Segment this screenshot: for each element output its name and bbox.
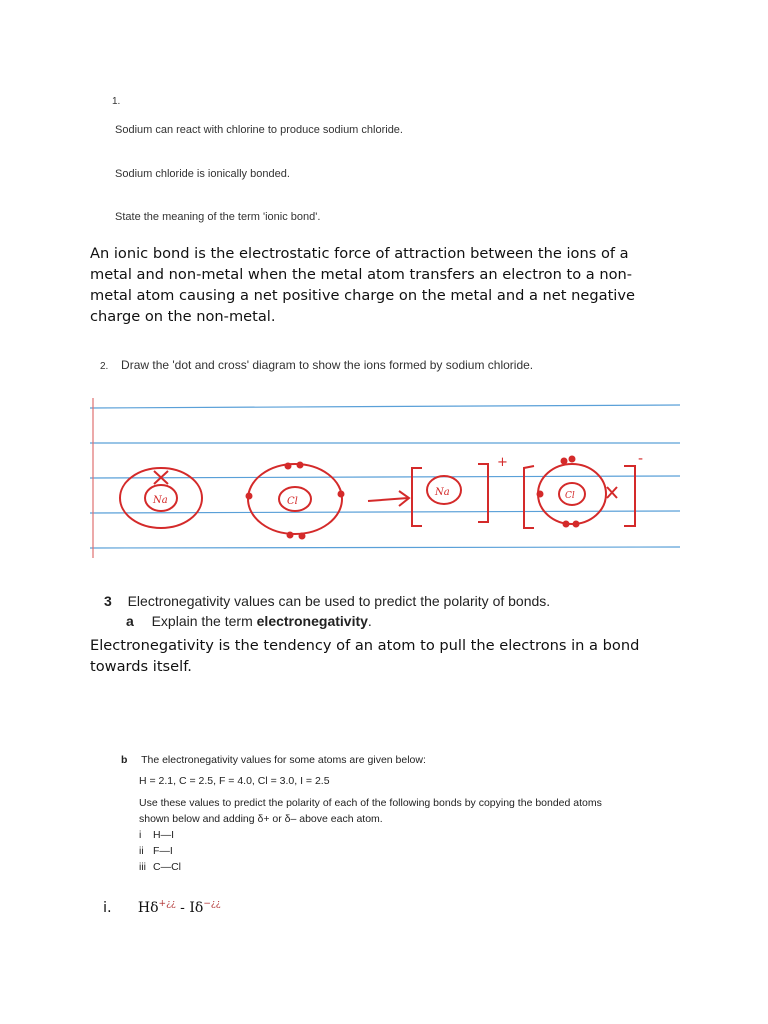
- question-3a-term: electronegativity: [256, 613, 368, 629]
- question-3b: [121, 752, 426, 768]
- question-3b-intro-row: [121, 752, 426, 768]
- answer-3b-number: i.: [103, 899, 112, 916]
- question-3b-item: [139, 859, 602, 875]
- question-3b-item: [139, 827, 602, 843]
- question-3b-instruction-1: Use these values to predict the polarity of each of the following bonds by copying the bonded atoms: [139, 797, 602, 809]
- question-3b-instruction-2: shown below and adding δ+ or δ– above each atom.: [139, 813, 383, 825]
- question-3b-intro: The electronegativity values for some atoms are given below:: [141, 754, 426, 766]
- answer-3b-charge-1: +¿¿: [158, 899, 176, 909]
- question-3b-values: H = 2.1, C = 2.5, F = 4.0, Cl = 3.0, I = 2.5: [139, 775, 330, 787]
- paper-line: [90, 547, 680, 548]
- question-3-text: Electronegativity values can be used to predict the polarity of bonds.: [127, 593, 551, 609]
- question-1-line-3: State the meaning of the term 'ionic bond'.: [115, 211, 321, 223]
- paper-line: [90, 405, 680, 408]
- sodium-ion: [412, 464, 488, 526]
- question-3b-item-bond: H—I: [153, 829, 174, 841]
- answer-1-line: An ionic bond is the electrostatic force of attraction between the ions of a: [90, 245, 629, 262]
- question-3-number: 3: [104, 593, 112, 609]
- chloride-ion-charge: -: [638, 451, 644, 467]
- question-3b-item-number: i: [139, 829, 142, 841]
- question-3b-body: [139, 773, 602, 875]
- answer-3b: [103, 897, 221, 918]
- question-1-line-1: Sodium can react with chlorine to produce sodium chloride.: [115, 124, 403, 136]
- sodium-ion-label: Na: [435, 487, 450, 498]
- answer-1-line: metal and non-metal when the metal atom transfers an electron to a non-: [90, 266, 633, 283]
- question-3a: [126, 613, 372, 629]
- question-3b-label: b: [121, 754, 128, 766]
- question-3a-suffix: .: [367, 613, 372, 629]
- question-2-text: Draw the 'dot and cross' diagram to show the ions formed by sodium chloride.: [121, 358, 534, 372]
- question-2-number: 2.: [100, 361, 109, 372]
- dot-cross-diagram-svg: [90, 398, 680, 558]
- question-3b-item: [139, 843, 602, 859]
- question-1-number: 1.: [112, 96, 121, 107]
- answer-1-line: metal atom causing a net positive charge on the metal and a net negative: [90, 287, 635, 304]
- question-3a-label: a: [126, 613, 134, 629]
- paper-line: [90, 476, 680, 478]
- question-3b-item-bond: C—Cl: [153, 861, 181, 873]
- sodium-label: Na: [153, 495, 168, 506]
- answer-3b-atom-1: Hδ: [137, 900, 159, 916]
- question-3b-item-number: ii: [139, 845, 144, 857]
- answer-3: [90, 635, 730, 677]
- dot-cross-diagram: [90, 398, 680, 558]
- sodium-ion-charge: +: [497, 455, 508, 470]
- question-3b-item-bond: F—I: [153, 845, 173, 857]
- answer-1-line: charge on the non-metal.: [90, 308, 276, 325]
- question-3: [104, 593, 550, 609]
- answer-3b-separator: -: [175, 900, 190, 916]
- answer-3b-atom-2: Iδ: [189, 900, 204, 916]
- answer-3-line: towards itself.: [90, 658, 192, 675]
- reaction-arrow: [368, 491, 409, 506]
- question-3b-item-number: iii: [139, 861, 146, 873]
- question-1-line-2: Sodium chloride is ionically bonded.: [115, 168, 290, 180]
- chloride-ion-label: Cl: [565, 491, 575, 501]
- question-2: [100, 358, 533, 372]
- answer-1: [90, 243, 730, 327]
- paper-line: [90, 511, 680, 513]
- answer-3b-charge-2: −¿¿: [203, 899, 221, 909]
- chlorine-label: Cl: [287, 496, 298, 507]
- question-3a-prefix: Explain the term: [151, 613, 257, 629]
- answer-3-line: Electronegativity is the tendency of an atom to pull the electrons in a bond: [90, 637, 640, 654]
